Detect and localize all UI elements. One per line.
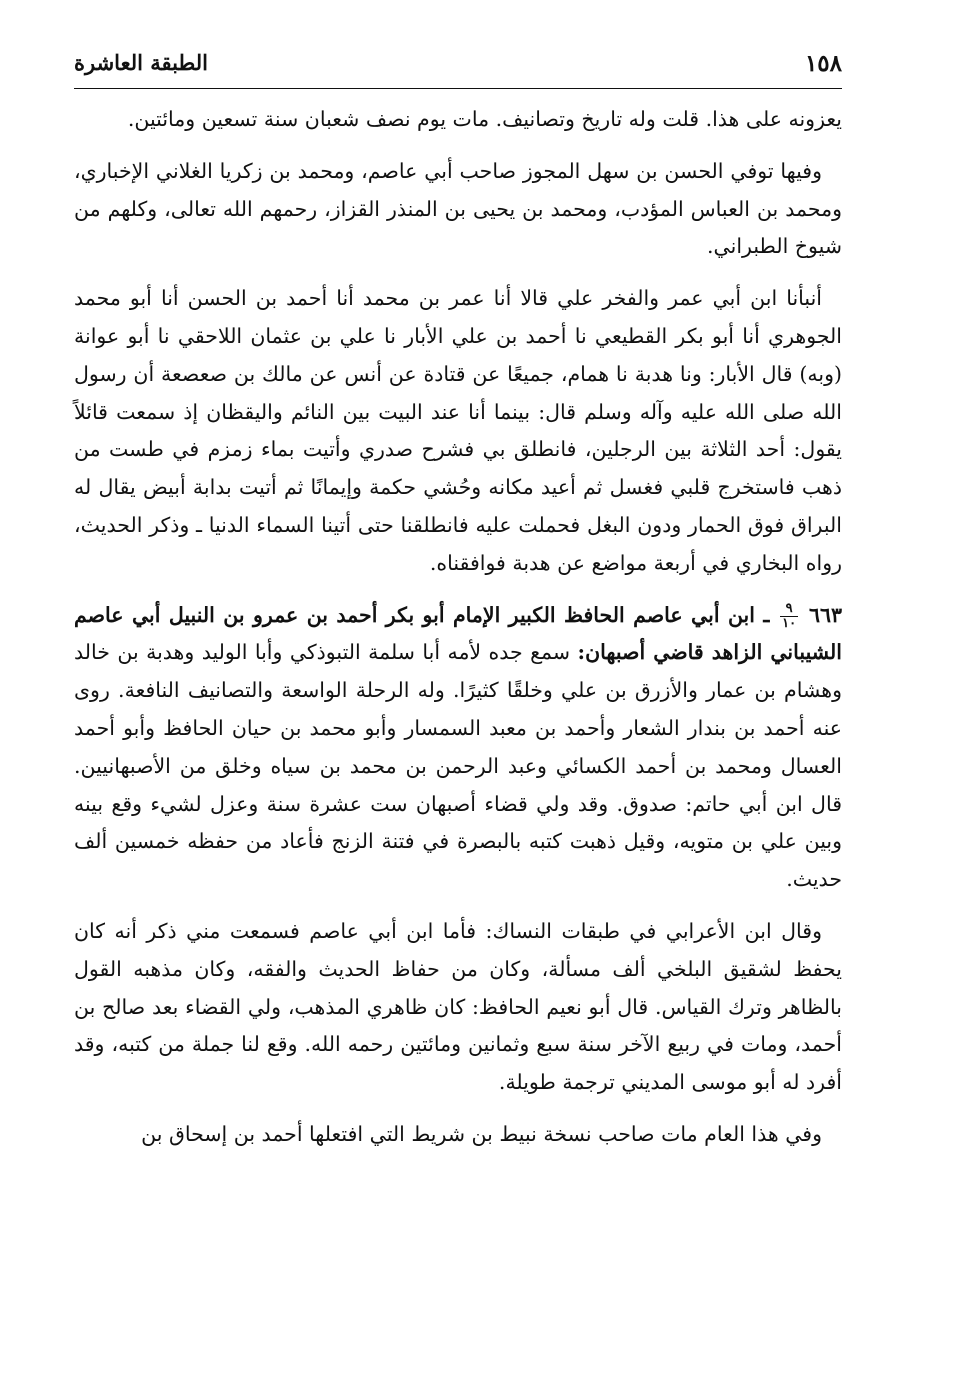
section-title: الطبقة العاشرة [74, 50, 208, 75]
biography-entry [74, 597, 842, 899]
tabaqa-fraction [780, 602, 798, 631]
entry-text: سمع جده لأمه أبا سلمة التبوذكي وأبا الوليد وهدبة بن خالد وهشام بن عمار والأزرق بن علي وخلقًا كثيرًا. وله الرحلة الواسعة والتصانيف النافعة. روى عنه أحمد بن بندار الشعار وأحمد بن معبد السمسار وأبو محمد بن حيان الحافظ وأبو أحمد العسال ومحمد بن أحمد الكسائي وعبد الرحمن بن محمد بن سياه وخلق من الأصبهانيين. قال ابن أبي حاتم: صدوق. وقد ولي قضاء أصبهان ست عشرة سنة وعزل لشيء وقع بينه وبين علي بن متويه، وقيل ذهبت كتبه بالبصرة في فتنة الزنج فأعاد من حفظه خمسين ألف حديث. [74, 640, 842, 892]
book-page [74, 42, 842, 1362]
paragraph-hadith: أنبأنا ابن أبي عمر والفخر علي قالا أنا عمر بن محمد أنا أحمد بن الحسن أنا أبو محمد الجوهري أنا أبو بكر القطيعي نا أحمد بن علي الأبار نا علي بن عثمان اللاحقي نا أبو عوانة (وبه) قال الأبار: ونا هدبة نا همام، جميعًا عن قتادة عن أنس عن مالك بن صعصعة أن رسول الله صلى الله عليه وآله وسلم قال: بينما أنا عند البيت بين النائم واليقظان إذ سمعت قائلاً يقول: أحد الثلاثة بين الرجلين، فانطلق بي فشرح صدري وأتيت بماء زمزم في طست من ذهب فاستخرج قلبي فغسل ثم أعيد مكانه وحُشي حكمة وإيمانًا ثم أتيت بدابة أبيض يقال له البراق فوق الحمار ودون البغل فحملت عليه فانطلقنا حتى أتينا السماء الدنيا ـ وذكر الحديث، رواه البخاري في أربعة مواضع عن هدبة فوافقناه. [74, 286, 842, 575]
paragraph-ibn-arabi: وقال ابن الأعرابي في طبقات النساك: فأما ابن أبي عاصم فسمعت مني ذكر أنه كان يحفظ لشقيق البلخي ألف مسألة، وكان من حفاظ الحديث والفقه، وكان مذهبه القول بالظاهر وترك القياس. قال أبو نعيم الحافظ: كان ظاهري المذهب، ولي القضاء بعد صالح بن أحمد، ومات في ربيع الآخر سنة سبع وثمانين ومائتين رحمه الله. وقع لنا جملة من كتبه، وقد أفرد له أبو موسى المديني ترجمة طويلة. [74, 918, 842, 1095]
paragraph-continuation: يعزونه على هذا. قلت وله تاريخ وتصانيف. مات يوم نصف شعبان سنة تسعين ومائتين. [127, 107, 842, 131]
page-body [74, 101, 842, 1154]
running-header [74, 42, 842, 89]
paragraph-final: وفي هذا العام مات صاحب نسخة نبيط بن شريط التي افتعلها أحمد بن إسحاق بن [141, 1121, 822, 1146]
fraction-denominator: ١٠ [782, 615, 797, 631]
entry-heading: ـ ابن أبي عاصم الحافظ الكبير الإمام أبو بكر أحمد بن عمرو بن النبيل أبي عاصم الشيباني الزاهد قاضي أصبهان: [74, 602, 842, 665]
fraction-numerator: ٩ [780, 602, 798, 617]
page-number: ١٥٨ [804, 50, 842, 77]
entry-number: ٦٦٣ [808, 602, 842, 627]
paragraph-deaths: وفيها توفي الحسن بن سهل المجوز صاحب أبي عاصم، ومحمد بن زكريا الغلاني الإخباري، ومحمد بن العباس المؤدب، ومحمد بن يحيى بن المنذر القزاز، رحمهم الله تعالى، وكلهم من شيوخ الطبراني. [74, 158, 842, 259]
